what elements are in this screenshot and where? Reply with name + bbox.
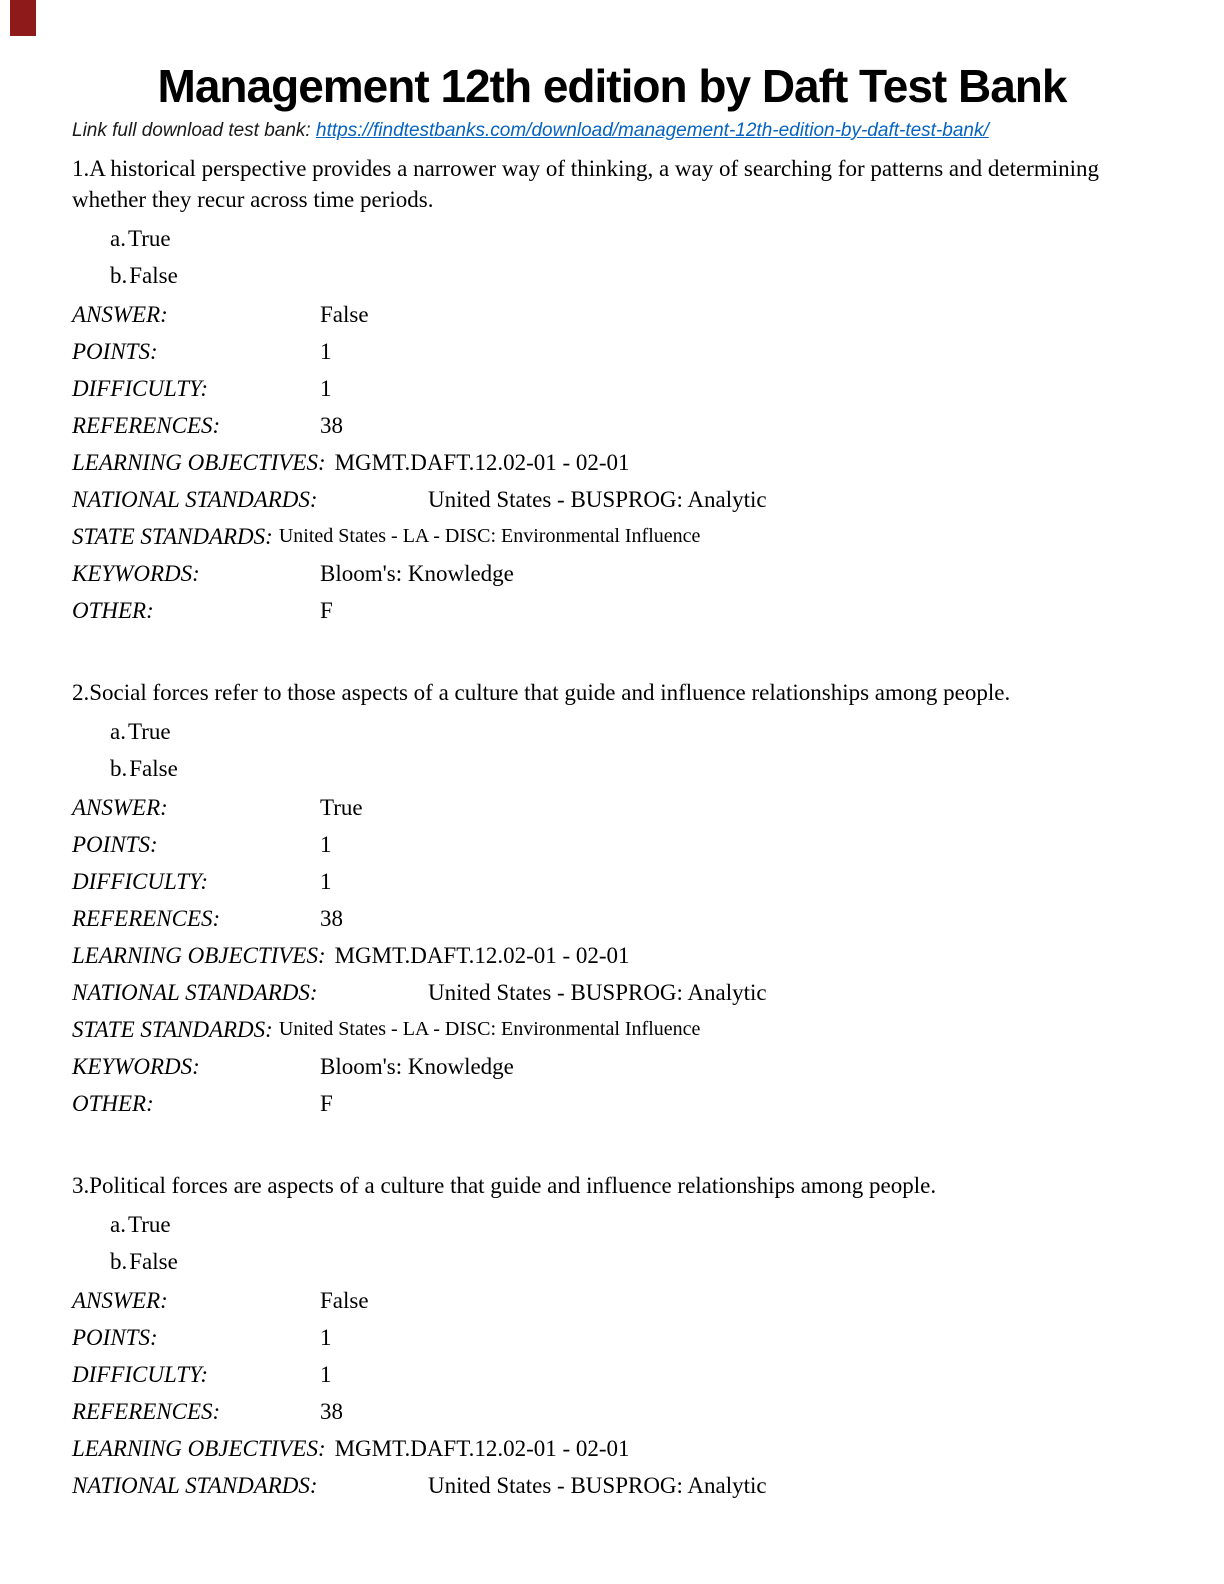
answer-option: [110, 220, 1152, 257]
meta-rows: [72, 296, 1152, 629]
meta-row: [72, 518, 1152, 555]
meta-rows: [72, 1282, 1152, 1504]
meta-label: REFERENCES:: [72, 905, 221, 931]
meta-row: [72, 370, 1152, 407]
option-text: False: [129, 262, 178, 288]
download-link[interactable]: https://findtestbanks.com/download/management-12th-edition-by-daft-test-bank/: [316, 119, 989, 141]
question-text: [72, 1170, 1152, 1201]
meta-row: [72, 1282, 1152, 1319]
meta-value: MGMT.DAFT.12.02-01 - 02-01: [334, 942, 630, 968]
meta-label: ANSWER:: [72, 301, 168, 327]
meta-value: United States - BUSPROG: Analytic: [428, 1472, 767, 1498]
meta-label: DIFFICULTY:: [72, 375, 209, 401]
meta-rows: [72, 789, 1152, 1122]
meta-label: REFERENCES:: [72, 412, 221, 438]
option-letter: b.: [110, 262, 128, 288]
option-letter: b.: [110, 1248, 128, 1274]
meta-label: KEYWORDS:: [72, 560, 200, 586]
meta-label: NATIONAL STANDARDS:: [72, 1472, 318, 1498]
meta-value: United States - BUSPROG: Analytic: [428, 979, 767, 1005]
answer-option: [110, 1243, 1152, 1280]
meta-row: [72, 1430, 1152, 1467]
question-block: [72, 1170, 1152, 1504]
option-letter: b.: [110, 755, 128, 781]
meta-value: True: [320, 794, 363, 820]
meta-value: False: [320, 301, 369, 327]
meta-label: POINTS:: [72, 831, 158, 857]
meta-row: [72, 555, 1152, 592]
meta-row: [72, 481, 1152, 518]
question-body: Social forces refer to those aspects of a culture that guide and influence relationships among people.: [89, 679, 1011, 705]
meta-row: [72, 937, 1152, 974]
meta-row: [72, 1011, 1152, 1048]
meta-row: [72, 789, 1152, 826]
meta-label: POINTS:: [72, 1324, 158, 1350]
download-link-label: Link full download test bank:: [72, 119, 316, 141]
meta-value: 1: [320, 338, 332, 364]
meta-label: STATE STANDARDS:: [72, 523, 273, 549]
meta-row: [72, 1048, 1152, 1085]
meta-row: [72, 333, 1152, 370]
meta-row: [72, 1393, 1152, 1430]
meta-value: 1: [320, 831, 332, 857]
meta-value: MGMT.DAFT.12.02-01 - 02-01: [334, 449, 630, 475]
meta-label: KEYWORDS:: [72, 1053, 200, 1079]
question-block: [72, 153, 1152, 629]
meta-label: DIFFICULTY:: [72, 868, 209, 894]
meta-value: 1: [320, 375, 332, 401]
meta-label: LEARNING OBJECTIVES:: [72, 1435, 326, 1461]
meta-label: REFERENCES:: [72, 1398, 221, 1424]
meta-value: MGMT.DAFT.12.02-01 - 02-01: [334, 1435, 630, 1461]
meta-row: [72, 296, 1152, 333]
option-text: True: [127, 1211, 171, 1237]
meta-value: Bloom's: Knowledge: [320, 1053, 514, 1079]
answer-option: [110, 750, 1152, 787]
meta-row: [72, 863, 1152, 900]
question-body: A historical perspective provides a narrower way of thinking, a way of searching for patterns and determining whether they recur across time periods.: [72, 155, 1100, 212]
meta-value: United States - LA - DISC: Environmental Influence: [278, 1017, 701, 1040]
meta-label: ANSWER:: [72, 794, 168, 820]
answer-option: [110, 1206, 1152, 1243]
meta-row: [72, 826, 1152, 863]
question-text: [72, 153, 1152, 215]
meta-value: United States - BUSPROG: Analytic: [428, 486, 767, 512]
download-link-line: [72, 119, 1152, 143]
meta-value: United States - LA - DISC: Environmental Influence: [278, 524, 701, 547]
meta-label: OTHER:: [72, 597, 154, 623]
option-letter: a.: [110, 1211, 126, 1237]
meta-value: F: [320, 597, 333, 623]
meta-row: [72, 974, 1152, 1011]
meta-row: [72, 1319, 1152, 1356]
meta-value: 1: [320, 1324, 332, 1350]
meta-label: ANSWER:: [72, 1287, 168, 1313]
option-letter: a.: [110, 225, 126, 251]
meta-label: OTHER:: [72, 1090, 154, 1116]
option-text: False: [129, 1248, 178, 1274]
option-letter: a.: [110, 718, 126, 744]
question-number: 1.: [72, 155, 90, 181]
meta-label: NATIONAL STANDARDS:: [72, 979, 318, 1005]
meta-label: STATE STANDARDS:: [72, 1016, 273, 1042]
answer-option: [110, 257, 1152, 294]
meta-value: F: [320, 1090, 333, 1116]
page-title: Management 12th edition by Daft Test Bank: [157, 60, 1067, 112]
meta-value: 1: [320, 868, 332, 894]
option-text: False: [129, 755, 178, 781]
meta-value: 38: [320, 905, 343, 931]
meta-value: False: [320, 1287, 369, 1313]
meta-value: 1: [320, 1361, 332, 1387]
question-number: 3.: [72, 1172, 90, 1198]
page-corner-mark: [10, 0, 36, 36]
options: [72, 1206, 1152, 1280]
question-body: Political forces are aspects of a culture that guide and influence relationships among people.: [89, 1172, 937, 1198]
meta-row: [72, 444, 1152, 481]
meta-label: LEARNING OBJECTIVES:: [72, 942, 326, 968]
option-text: True: [127, 718, 171, 744]
questions: [72, 153, 1152, 1504]
option-text: True: [127, 225, 171, 251]
meta-row: [72, 407, 1152, 444]
meta-value: 38: [320, 1398, 343, 1424]
question-text: [72, 677, 1152, 708]
meta-label: DIFFICULTY:: [72, 1361, 209, 1387]
meta-row: [72, 900, 1152, 937]
meta-label: LEARNING OBJECTIVES:: [72, 449, 326, 475]
question-block: [72, 677, 1152, 1122]
meta-value: Bloom's: Knowledge: [320, 560, 514, 586]
meta-row: [72, 592, 1152, 629]
meta-label: NATIONAL STANDARDS:: [72, 486, 318, 512]
meta-row: [72, 1085, 1152, 1122]
meta-row: [72, 1356, 1152, 1393]
meta-row: [72, 1467, 1152, 1504]
question-number: 2.: [72, 679, 90, 705]
meta-label: POINTS:: [72, 338, 158, 364]
options: [72, 220, 1152, 294]
options: [72, 713, 1152, 787]
answer-option: [110, 713, 1152, 750]
meta-value: 38: [320, 412, 343, 438]
